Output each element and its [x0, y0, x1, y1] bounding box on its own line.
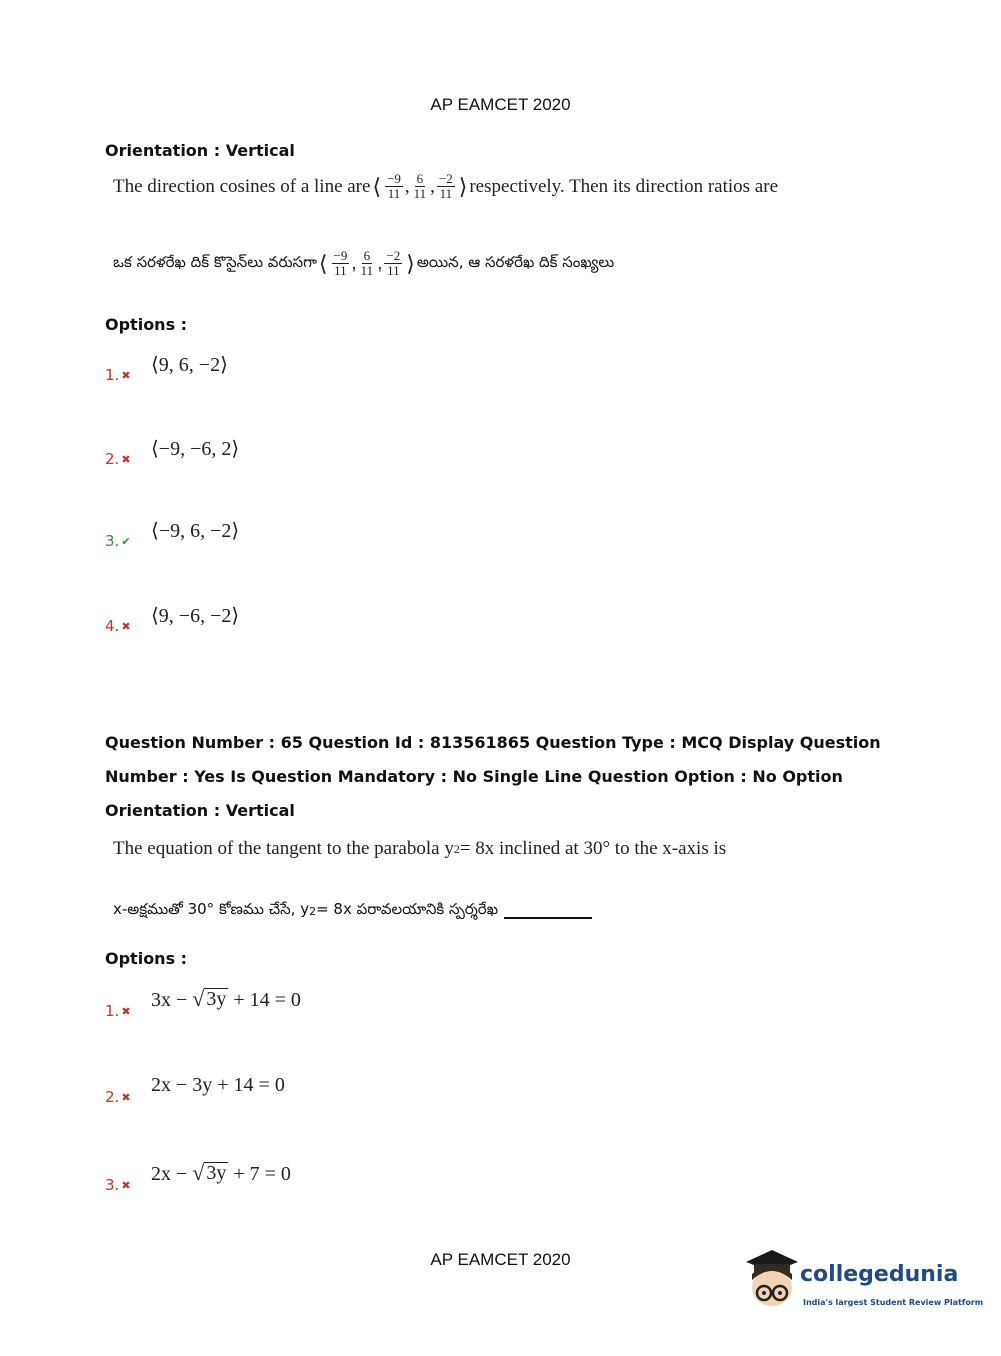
cross-icon: ✖ [121, 368, 131, 382]
frac-1: $\frac{-9}{11}$ [387, 171, 401, 201]
q65-option-2: 2. ✖ 2x − 3y + 14 = 0 [105, 1074, 285, 1106]
cross-icon: ✖ [121, 1090, 131, 1104]
q65-option-3: 3. ✖ 2x − √ 3y + 7 = 0 [105, 1160, 291, 1194]
q64-options-label: Options : [105, 315, 188, 334]
q64-option-2: 2. ✖ ⟨−9, −6, 2⟩ [105, 438, 240, 468]
q64-te-suffix: అయిన, ఆ సరళరేఖ దిక్ సంఖ్యలు [416, 252, 615, 271]
q64-english-text: The direction cosines of a line are ⟨ $\frac{-9}{11}$ , $\frac{6}{11}$ , $\frac{-2}{11}$ ⟩ respectively. Then its direction ratios are [113, 171, 778, 201]
frac-3: $\frac{-2}{11}$ [438, 171, 453, 201]
q65-option-1: 1. ✖ 3x − √ 3y + 14 = 0 [105, 986, 301, 1020]
q65-meta-line-2: Number : Yes Is Question Mandatory : No Single Line Question Option : No Option [105, 767, 843, 786]
te-frac-3: $\frac{-2}{11}$ [386, 248, 401, 278]
q64-option-4: 4. ✖ ⟨9, −6, −2⟩ [105, 605, 240, 635]
frac-2: $\frac{6}{11}$ [413, 171, 427, 201]
page-header-title: AP EAMCET 2020 [430, 95, 571, 114]
collegedunia-tagline: India's largest Student Review Platform [803, 1298, 984, 1307]
te-frac-1: $\frac{-9}{11}$ [333, 248, 348, 278]
q65-meta-line-1: Question Number : 65 Question Id : 813561865 Question Type : MCQ Display Question [105, 733, 881, 752]
cross-icon: ✖ [121, 619, 131, 633]
collegedunia-mascot-icon [742, 1248, 800, 1318]
check-icon: ✔ [121, 534, 131, 548]
q65-options-label: Options : [105, 949, 188, 968]
cross-icon: ✖ [121, 452, 131, 466]
te-frac-2: $\frac{6}{11}$ [360, 248, 374, 278]
sqrt-symbol: √ 3y [192, 1160, 227, 1185]
q64-en-prefix: The direction cosines of a line are [113, 175, 371, 197]
q65-telugu-text: x-అక్షముతో 30° కోణము చేసే, y 2 = 8x పరావలయానికి స్పర్శరేఖ [113, 900, 592, 922]
q65-orientation: Orientation : Vertical [105, 801, 295, 820]
page-footer-title: AP EAMCET 2020 [430, 1250, 571, 1269]
q64-orientation: Orientation : Vertical [105, 141, 295, 160]
answer-blank [504, 903, 592, 919]
q64-te-prefix: ఒక సరళరేఖ దిక్ కొసైన్‌లు వరుసగా [113, 252, 317, 271]
q64-telugu-text: ఒక సరళరేఖ దిక్ కొసైన్‌లు వరుసగా ⟨ $\frac{-9}{11}$ , $\frac{6}{11}$ , $\frac{-2}{11}$ ⟩ అయిన, ఆ సరళరేఖ దిక్ సంఖ్యలు [113, 248, 615, 278]
q64-option-3: 3. ✔ ⟨−9, 6, −2⟩ [105, 520, 240, 550]
q65-english-text: The equation of the tangent to the parabola y 2 = 8x inclined at 30° to the x-axis is [113, 838, 727, 859]
cross-icon: ✖ [121, 1004, 131, 1018]
q64-option-1: 1. ✖ ⟨9, 6, −2⟩ [105, 354, 228, 384]
q64-en-suffix: respectively. Then its direction ratios are [469, 175, 778, 197]
sqrt-symbol: √ 3y [192, 986, 227, 1011]
collegedunia-logo-text: collegedunia [800, 1262, 959, 1287]
cross-icon: ✖ [121, 1178, 131, 1192]
